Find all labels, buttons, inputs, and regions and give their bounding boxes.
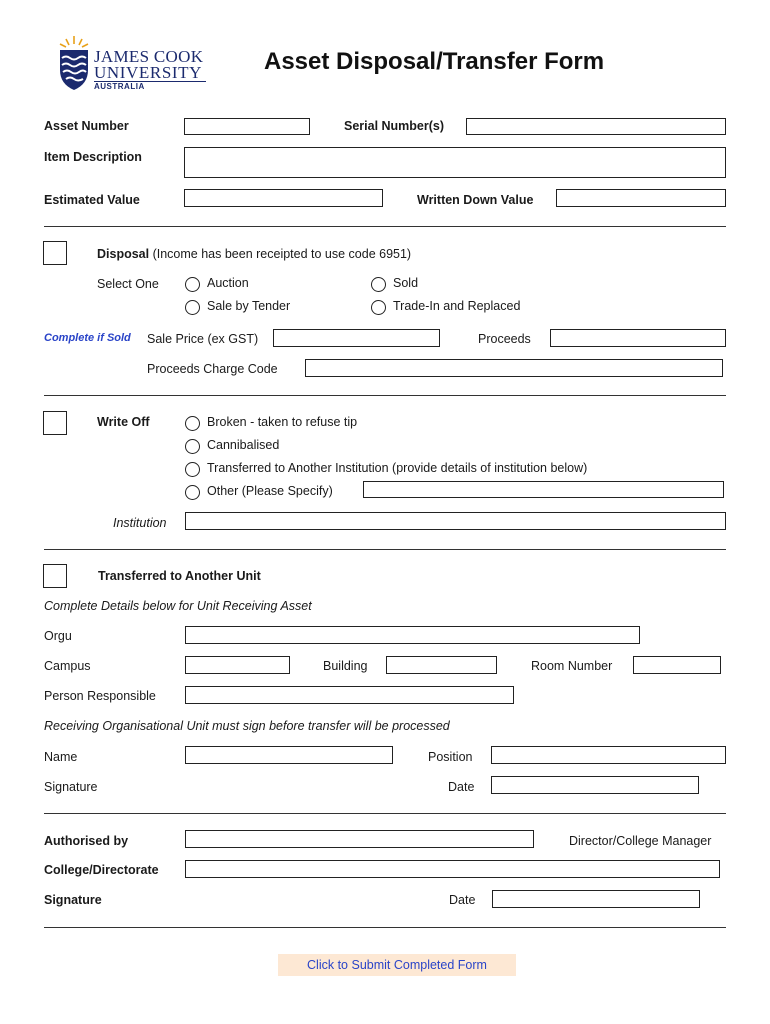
serial-number-input[interactable] (466, 118, 726, 135)
university-logo (56, 34, 216, 94)
asset-number-input[interactable] (184, 118, 310, 135)
transfer-heading: Transferred to Another Unit (98, 569, 261, 583)
position-label: Position (428, 750, 473, 764)
estimated-value-input[interactable] (184, 189, 383, 207)
radio-sold-label: Sold (393, 276, 419, 290)
room-number-input[interactable] (633, 656, 721, 674)
radio-other[interactable] (185, 485, 200, 500)
radio-sold[interactable] (371, 277, 386, 292)
campus-label: Campus (44, 659, 91, 673)
select-one-label: Select One (97, 277, 159, 291)
radio-auction[interactable] (185, 277, 200, 292)
campus-input[interactable] (185, 656, 290, 674)
room-number-label: Room Number (531, 659, 613, 673)
proceeds-input[interactable] (550, 329, 726, 347)
name-input[interactable] (185, 746, 393, 764)
building-input[interactable] (386, 656, 497, 674)
college-directorate-input[interactable] (185, 860, 720, 878)
date-input[interactable] (491, 776, 699, 794)
written-down-value-input[interactable] (556, 189, 726, 207)
jcu-shield-icon (56, 34, 92, 92)
page-title: Asset Disposal/Transfer Form (264, 48, 605, 75)
divider (44, 226, 726, 227)
write-off-checkbox[interactable] (43, 411, 67, 435)
radio-transferred-institution-label: Transferred to Another Institution (provide details of institution below) (207, 461, 588, 475)
orgu-label: Orgu (44, 629, 72, 643)
institution-input[interactable] (185, 512, 726, 530)
logo-line2: UNIVERSITY (94, 63, 202, 82)
date-label: Date (448, 780, 475, 794)
divider (44, 549, 726, 550)
disposal-heading-row (97, 247, 411, 261)
write-off-heading: Write Off (97, 415, 150, 429)
radio-transferred-institution[interactable] (185, 462, 200, 477)
divider (44, 813, 726, 814)
radio-cannibalised[interactable] (185, 439, 200, 454)
radio-sale-by-tender-label: Sale by Tender (207, 299, 291, 313)
radio-broken[interactable] (185, 416, 200, 431)
item-description-input[interactable] (184, 147, 726, 178)
institution-label: Institution (113, 516, 167, 530)
complete-if-sold-note: Complete if Sold (44, 332, 131, 344)
disposal-checkbox[interactable] (43, 241, 67, 265)
proceeds-label: Proceeds (478, 332, 531, 346)
written-down-value-label: Written Down Value (417, 193, 534, 207)
charge-code-input[interactable] (305, 359, 723, 377)
auth-date-input[interactable] (492, 890, 700, 908)
item-description-label: Item Description (44, 150, 142, 164)
disposal-heading: Disposal (97, 247, 150, 261)
auth-date-label: Date (449, 893, 476, 907)
divider (44, 927, 726, 928)
transfer-checkbox[interactable] (43, 564, 67, 588)
transfer-instruction: Complete Details below for Unit Receiving Asset (44, 599, 312, 613)
radio-sale-by-tender[interactable] (185, 300, 200, 315)
radio-broken-label: Broken - taken to refuse tip (207, 415, 358, 429)
estimated-value-label: Estimated Value (44, 193, 140, 207)
charge-code-label: Proceeds Charge Code (147, 362, 278, 376)
disposal-note: (Income has been receipted to use code 6951) (152, 247, 412, 261)
person-responsible-input[interactable] (185, 686, 514, 704)
authorised-by-label: Authorised by (44, 834, 129, 848)
radio-trade-in[interactable] (371, 300, 386, 315)
sale-price-label: Sale Price (ex GST) (147, 332, 259, 346)
sale-price-input[interactable] (273, 329, 440, 347)
divider (44, 395, 726, 396)
radio-trade-in-label: Trade-In and Replaced (393, 299, 521, 313)
authorised-by-input[interactable] (185, 830, 534, 848)
position-input[interactable] (491, 746, 726, 764)
signature-label: Signature (44, 780, 98, 794)
asset-number-label: Asset Number (44, 119, 129, 133)
person-responsible-label: Person Responsible (44, 689, 156, 703)
other-specify-input[interactable] (363, 481, 724, 498)
logo-line3: AUSTRALIA (94, 82, 145, 91)
radio-other-label: Other (Please Specify) (207, 484, 333, 498)
college-directorate-label: College/Directorate (44, 863, 159, 877)
logo-line1: JAMES COOK (94, 47, 204, 66)
director-label: Director/College Manager (569, 834, 712, 848)
serial-number-label: Serial Number(s) (344, 119, 445, 133)
radio-cannibalised-label: Cannibalised (207, 438, 280, 452)
building-label: Building (323, 659, 368, 673)
auth-signature-label: Signature (44, 893, 102, 907)
orgu-input[interactable] (185, 626, 640, 644)
sign-note: Receiving Organisational Unit must sign before transfer will be processed (44, 719, 450, 733)
submit-button[interactable]: Click to Submit Completed Form (278, 954, 516, 976)
radio-auction-label: Auction (207, 276, 249, 290)
name-label: Name (44, 750, 78, 764)
